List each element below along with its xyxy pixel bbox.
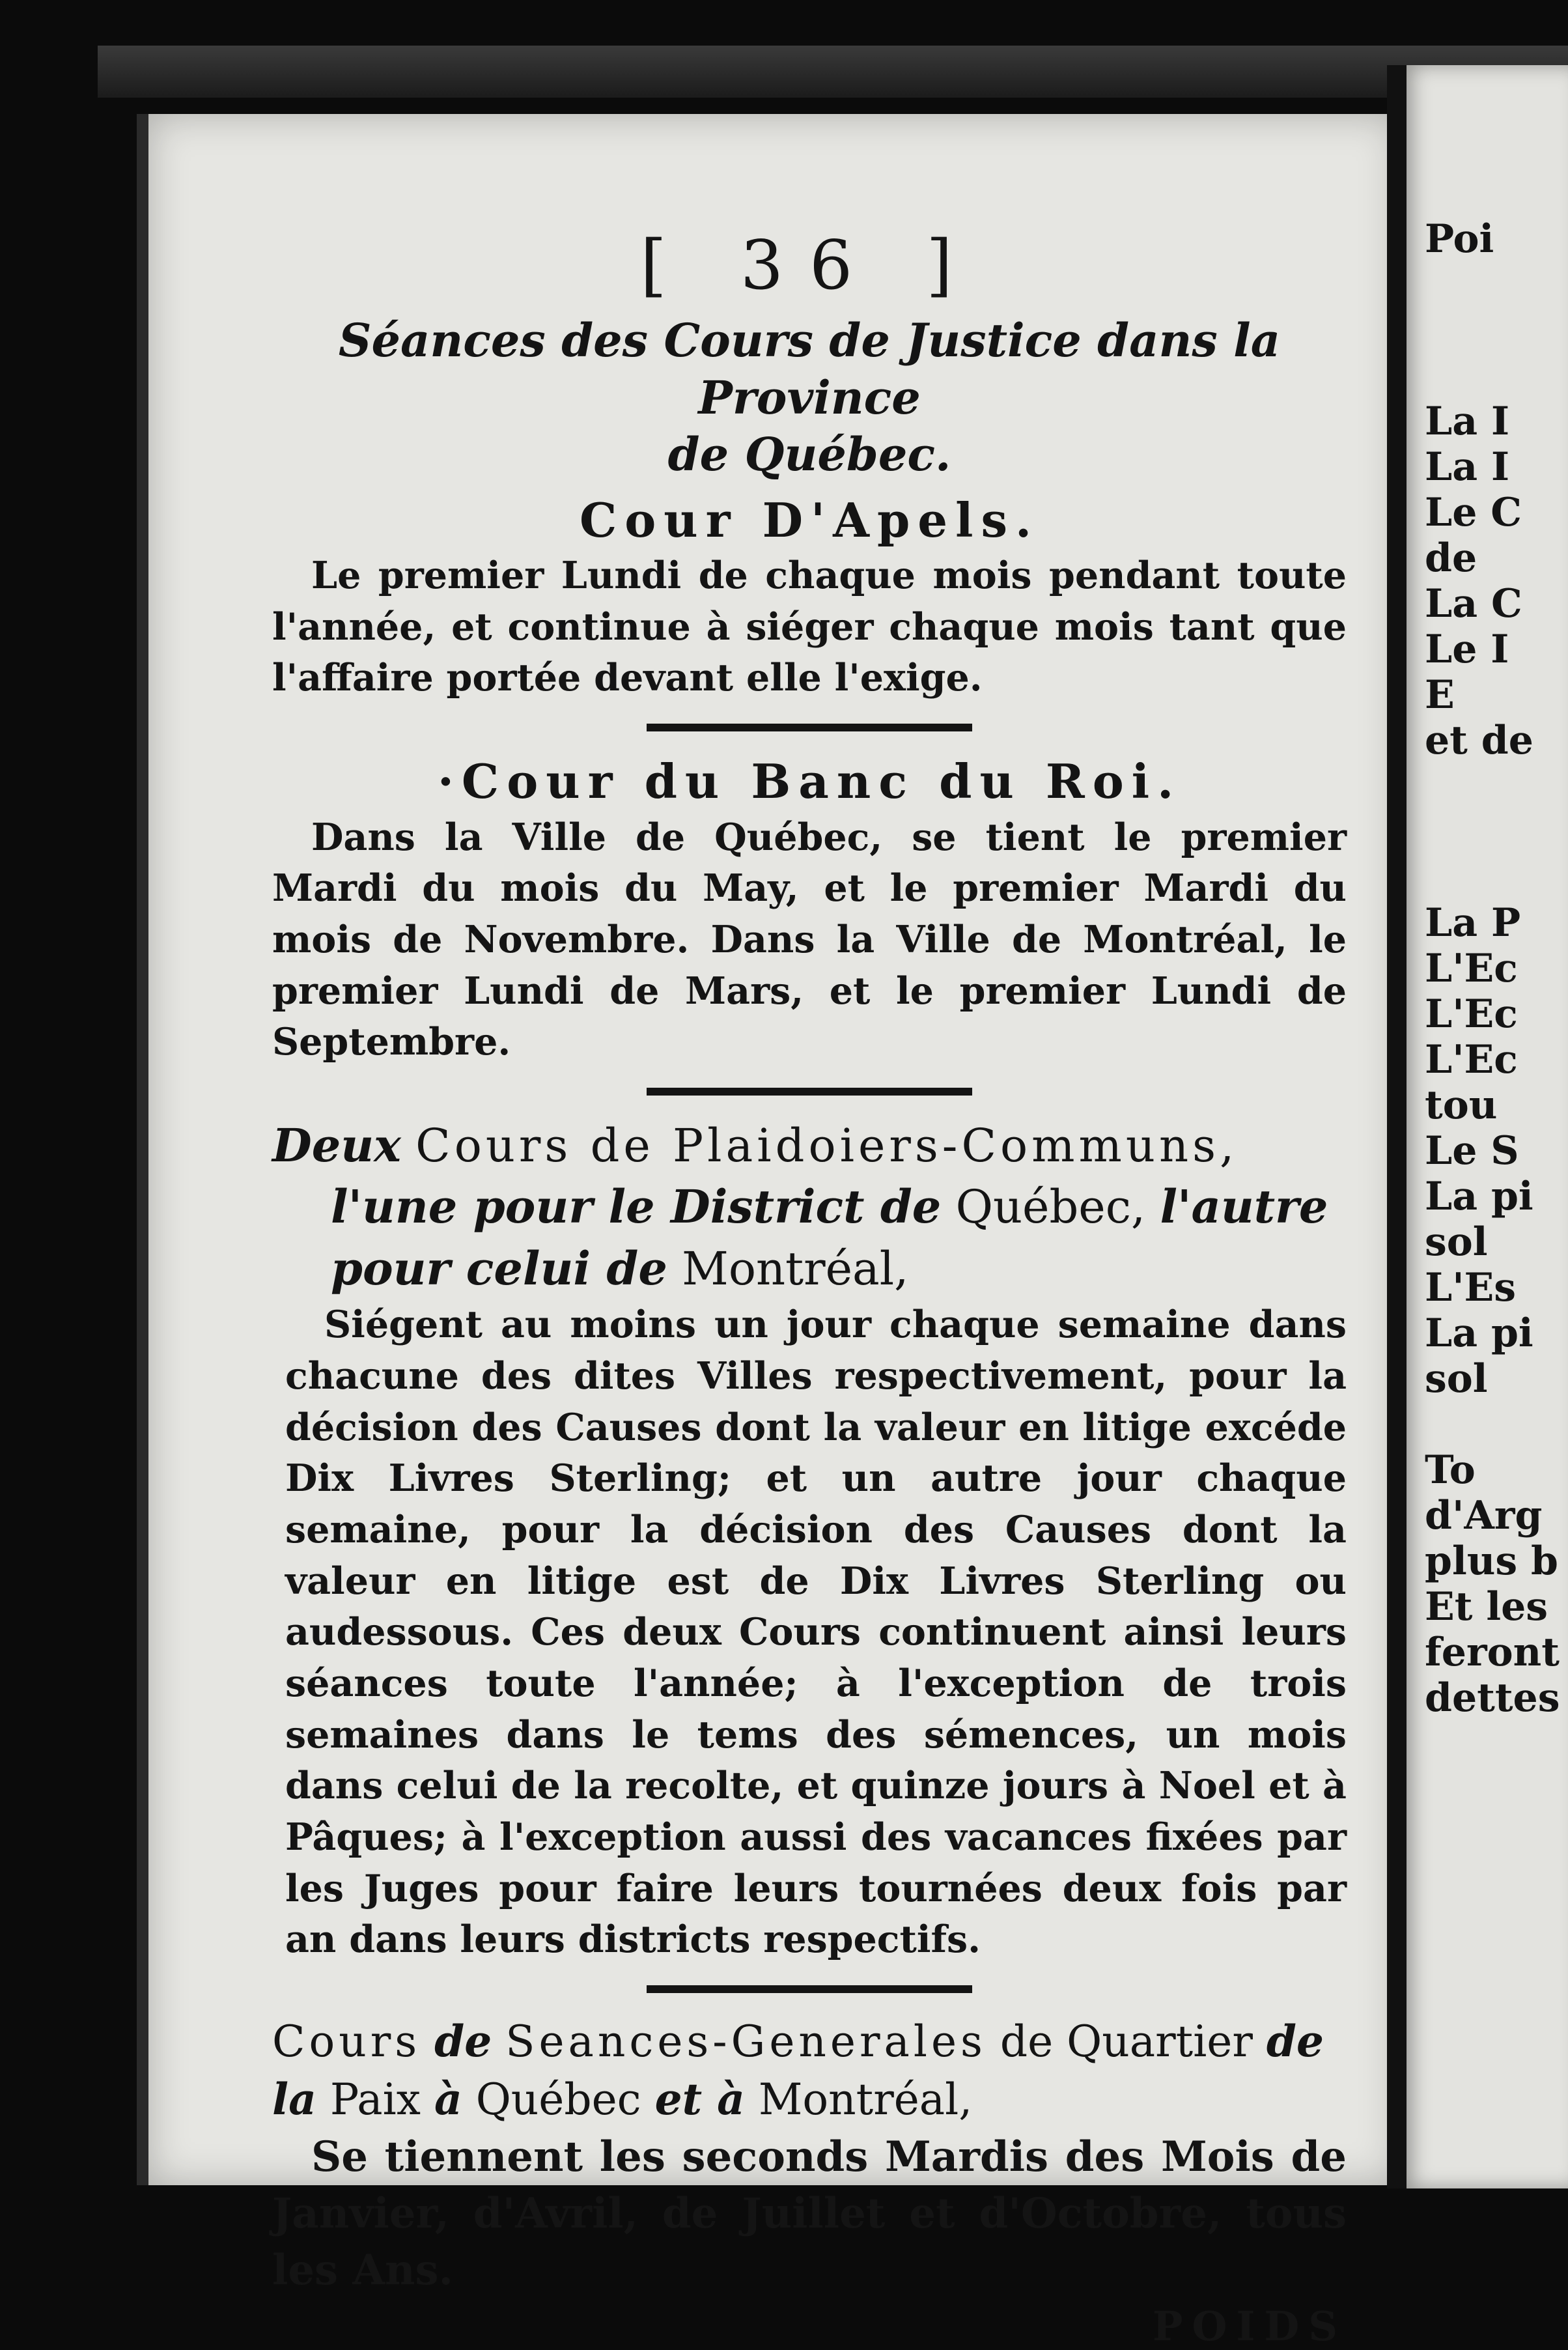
section3-heading-part: l'une pour le District de — [331, 1180, 942, 1234]
right-page-line: dettes — [1425, 1675, 1560, 1721]
left-page — [137, 114, 1399, 2350]
right-page-line: La pi — [1425, 1174, 1533, 1219]
right-page-line: L'Es — [1425, 1265, 1517, 1310]
right-page-line: Et les — [1425, 1584, 1548, 1630]
divider-rule — [647, 1088, 972, 1096]
right-page-line — [1425, 1400, 1560, 1446]
section3-heading-continued — [272, 1176, 1347, 1299]
section4-heading-part: Seances-Generales — [505, 2016, 987, 2067]
section3-heading-part: Cours de Plaidoiers-Communs, — [415, 1118, 1239, 1172]
section2-heading: ·Cour du Banc du Roi. — [437, 754, 1182, 810]
right-page-line: de — [1425, 535, 1477, 581]
section4-heading-part: Paix — [329, 2074, 421, 2125]
right-page-line: feront — [1425, 1630, 1560, 1675]
title-line-2: de Québec. — [667, 427, 951, 481]
right-page-line: Le I — [1425, 627, 1509, 672]
right-page-line: sol — [1425, 1219, 1488, 1265]
right-page-line — [1425, 352, 1560, 397]
section4-heading-part: Cours — [272, 2016, 421, 2067]
right-page-line: tou — [1425, 1083, 1498, 1128]
section4-heading-part: à — [434, 2074, 462, 2125]
right-page-line — [1425, 853, 1560, 899]
page-number: [ 36 ] — [640, 225, 979, 305]
right-page-line: La P — [1425, 900, 1521, 946]
right-page-text — [1425, 215, 1560, 1720]
section4-heading-part: et à — [654, 2074, 745, 2125]
right-page-line: sol — [1425, 1356, 1488, 1402]
section3-heading-part: Montréal, — [682, 1241, 909, 1295]
divider-rule — [647, 724, 972, 731]
section1-heading: Cour D'Apels. — [579, 492, 1040, 548]
right-page-line: et de — [1425, 718, 1533, 763]
section3-heading — [272, 1115, 1347, 1300]
right-page-line: La I — [1425, 399, 1510, 444]
right-page-line: d'Arg — [1425, 1493, 1543, 1538]
right-page-line — [1425, 306, 1560, 352]
section1-text: Le premier Lundi de chaque mois pendant toute l'année, et continue à siéger chaque mois tant que l'affaire portée devant elle l'exige. — [272, 554, 1347, 700]
section3-heading-part: l'autre — [1160, 1180, 1328, 1234]
right-page-line: L'Ec — [1425, 1037, 1518, 1083]
section4-heading-part: de Quartier — [1000, 2016, 1253, 2067]
right-page-line: plus b — [1425, 1538, 1558, 1584]
book-gutter — [1387, 65, 1407, 2188]
right-page-line: L'Ec — [1425, 991, 1518, 1037]
divider-rule — [647, 1985, 972, 1993]
section3-text: Siégent au moins un jour chaque semaine dans chacune des dites Villes respectivement, pour la décision des Causes dont la valeur en litige excéde Dix Livres Sterling; et un autre jour chaque semaine, pour la décision des Causes dont la valeur en litige est de Dix Livres Sterling ou audessous. Ces deux Cours continuent ainsi leurs séances toute l'année; à l'exception de trois semaines dans le tems des sémences, un mois dans celui de la recolte, et quinze jours à Noel et à Pâques; à l'exception aussi des vacances fixées par les Juges pour faire leurs tournées deux fois par an dans leurs districts respectifs. — [285, 1303, 1347, 1962]
section4-text: Se tiennent les seconds Mardis des Mois de Janvier, d'Avril, de Juillet et d'Octobre, tous les Ans. — [272, 2132, 1347, 2295]
right-page-line: E — [1425, 672, 1455, 718]
right-page-line: La C — [1425, 581, 1522, 627]
section4-heading-part: Québec — [475, 2074, 641, 2125]
section4-heading — [272, 2013, 1347, 2129]
right-page-line: Poi — [1425, 216, 1494, 262]
section3-heading-part: Québec, — [955, 1180, 1146, 1234]
section3-heading-part: Deux — [272, 1118, 401, 1172]
catchword: POIDS — [1152, 2302, 1347, 2350]
section4-heading-part: Montréal, — [758, 2074, 973, 2125]
right-page-line: La pi — [1425, 1310, 1533, 1356]
right-page-line: Le S — [1425, 1128, 1519, 1174]
book-top-edge — [98, 46, 1568, 98]
right-page-line: La I — [1425, 444, 1510, 490]
title-line-1: Séances des Cours de Justice dans la Province — [338, 313, 1281, 425]
section3-heading-part: pour celui de — [331, 1241, 667, 1295]
right-page-line — [1425, 808, 1560, 853]
page-title — [272, 312, 1347, 483]
section2-text: Dans la Ville de Québec, se tient le premier Mardi du mois du May, et le premier Mardi du mois de Novembre. Dans la Ville de Montréal, le premier Lundi de Mars, et le premier Lundi de Septembre. — [272, 815, 1347, 1064]
right-page-line — [1425, 762, 1560, 808]
right-page-line: Le C — [1425, 490, 1522, 535]
section4-heading-part: de la — [272, 2015, 1324, 2125]
right-page-line: To — [1425, 1447, 1476, 1493]
section4-heading-part: de — [434, 2015, 492, 2067]
right-page-line — [1425, 261, 1560, 306]
page-content — [272, 225, 1347, 2350]
right-page — [1407, 65, 1568, 2188]
right-page-line: L'Ec — [1425, 946, 1518, 991]
